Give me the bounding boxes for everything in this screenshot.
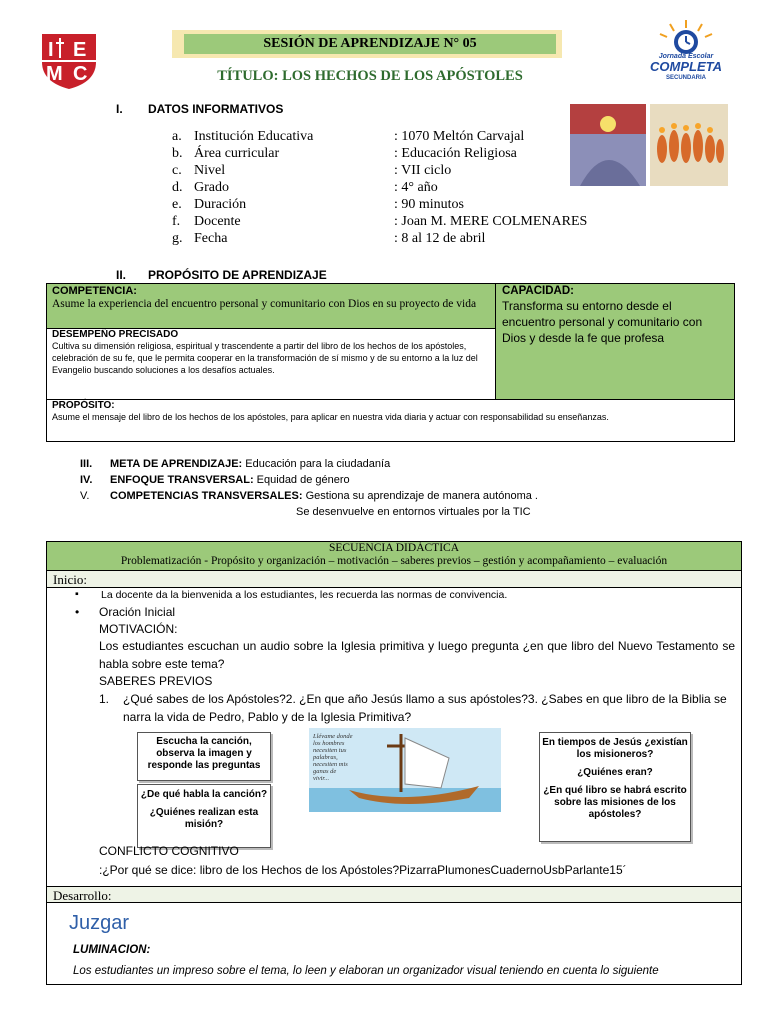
svg-text:C: C (73, 63, 88, 85)
secuencia-table (46, 541, 742, 985)
svg-text:Llévame dondelos hombresnecesi: Llévame donde los hombres necesiten tus palabras, necesiten mis ganas de vivir... (313, 733, 353, 782)
badge-line2: COMPLETA (650, 59, 722, 74)
saberes-num: 1. (99, 692, 110, 706)
card2-q1: ¿De qué habla la canción? (140, 789, 268, 800)
desempeno-text: Cultiva su dimensión religiosa, espiritual y trascendente a partir del libro de los hechos de los apóstoles, celebración de su fe, que le permita cooperar en la transformación de sí mismo y de su entorno a la luz del Evangelio buscando soluciones a los desafíos actuales. (52, 341, 478, 375)
datos-row: g. Fecha : 8 al 12 de abril (172, 231, 486, 246)
conflicto-label: CONFLICTO COGNITIVO (99, 844, 239, 858)
luminacion-label: LUMINACION: (73, 944, 151, 956)
svg-text:M: M (46, 63, 63, 85)
svg-text:E: E (73, 39, 87, 61)
pentecost-image (570, 104, 728, 186)
inicio-bar: Inicio: (47, 571, 741, 588)
section-2-num: II. (116, 268, 127, 282)
datos-row: d. Grado : 4° año (172, 180, 438, 195)
section-5-line2: Se desenvuelve en entornos virtuales por la TIC (296, 506, 531, 518)
bullet-dot: • (75, 605, 80, 619)
competencia-cell (47, 284, 496, 329)
datos-row: a. Institución Educativa : 1070 Meltón Carvajal (172, 129, 525, 144)
final-text: Los estudiantes un impreso sobre el tema, lo leen y elaboran un organizador visual teniendo en cuenta lo siguiente (73, 965, 659, 977)
badge-line3: SECUNDARIA (665, 75, 707, 81)
welcome-text: La docente da la bienvenida a los estudiantes, les recuerda las normas de convivencia. (101, 589, 508, 601)
desempeno-cell (47, 329, 496, 400)
card3-q3: ¿En qué libro se habrá escrito sobre las misiones de los apóstoles? (543, 785, 687, 820)
proposito-text: Asume el mensaje del libro de los hechos de los apóstoles, para aplicar en nuestra vida diaria y actuar con responsabilidad su enseñanzas. (52, 412, 609, 422)
iemc-logo (40, 32, 98, 90)
card-escucha: Escucha la canción, observa la imagen y responde las preguntas (137, 732, 271, 781)
capacidad-cell (496, 284, 734, 400)
secuencia-title: SECUENCIA DIDÁCTICA (328, 542, 459, 554)
jornada-escolar-badge (640, 18, 732, 82)
saberes-label: SABERES PREVIOS (99, 674, 213, 688)
svg-text:I: I (48, 39, 54, 61)
motivacion-label: MOTIVACIÓN: (99, 622, 178, 636)
conflicto-text: :¿Por qué se dice: libro de los Hechos de los Apóstoles?PizarraPlumonesCuadernoUsbParlante15´ (99, 863, 627, 877)
section-4: IV. ENFOQUE TRANSVERSAL: Equidad de género (80, 474, 350, 486)
bullet-square: ▪ (75, 588, 79, 600)
competencia-text: Asume la experiencia del encuentro personal y comunitario con Dios en su proyecto de vida (52, 298, 477, 310)
secuencia-header (47, 542, 741, 571)
motivacion-text: Los estudiantes escuchan un audio sobre la Iglesia primitiva y luego pregunta ¿en que libro del Nuevo Testamento se habla sobre este tema? (99, 639, 735, 671)
datos-row: f. Docente : Joan M. MERE COLMENARES (172, 214, 588, 229)
section-1-num: I. (116, 102, 123, 116)
juzgar-heading: Juzgar (69, 912, 130, 934)
card3-q1: En tiempos de Jesús ¿existían los misioneros? (542, 737, 688, 760)
boat-illustration (309, 728, 501, 812)
competencia-label: COMPETENCIA: (52, 285, 137, 297)
lesson-title: TÍTULO: LOS HECHOS DE LOS APÓSTOLES (217, 68, 523, 84)
oracion-inicial: Oración Inicial (99, 605, 176, 619)
datos-row: c. Nivel : VII ciclo (172, 163, 452, 178)
desarrollo-bar: Desarrollo: (47, 886, 741, 903)
section-1-heading: DATOS INFORMATIVOS (148, 102, 284, 116)
section-2-heading: PROPÓSITO DE APRENDIZAJE (148, 268, 327, 282)
section-3: III. META DE APRENDIZAJE: Educación para la ciudadanía (80, 458, 391, 470)
capacidad-label: CAPACIDAD: (502, 285, 574, 297)
section-5: V. COMPETENCIAS TRANSVERSALES: Gestiona su aprendizaje de manera autónoma . (80, 490, 538, 502)
capacidad-text: Transforma su entorno desde el encuentro personal y comunitario con Dios y desde la fe que profesa (502, 299, 703, 345)
desempeno-label: DESEMPEÑO PRECISADO (52, 329, 179, 340)
datos-row: b. Área curricular : Educación Religiosa (172, 146, 517, 161)
card2-q2: ¿Quiénes realizan esta misión? (149, 807, 259, 830)
saberes-text: ¿Qué sabes de los Apóstoles?2. ¿En que año Jesús llamo a sus apóstoles?3. ¿Sabes en que libro de la Biblia se narra la vida de Pedro, Pablo y de la Iglesia Primitiva? (123, 692, 727, 724)
secuencia-subtitle: Problematización - Propósito y organización – motivación – saberes previos – gestión y acompañamiento – evaluación (120, 555, 668, 567)
badge-line1: Jornada Escolar (658, 53, 714, 60)
proposito-cell (47, 400, 734, 441)
card-preguntas-cancion (137, 784, 271, 848)
proposito-table (46, 283, 735, 442)
proposito-label: PROPÓSITO: (52, 400, 115, 411)
card3-q2: ¿Quiénes eran? (577, 767, 653, 778)
session-title: SESIÓN DE APRENDIZAJE N° 05 (184, 34, 556, 54)
card-misioneros (539, 732, 691, 842)
datos-row: e. Duración : 90 minutos (172, 197, 465, 212)
